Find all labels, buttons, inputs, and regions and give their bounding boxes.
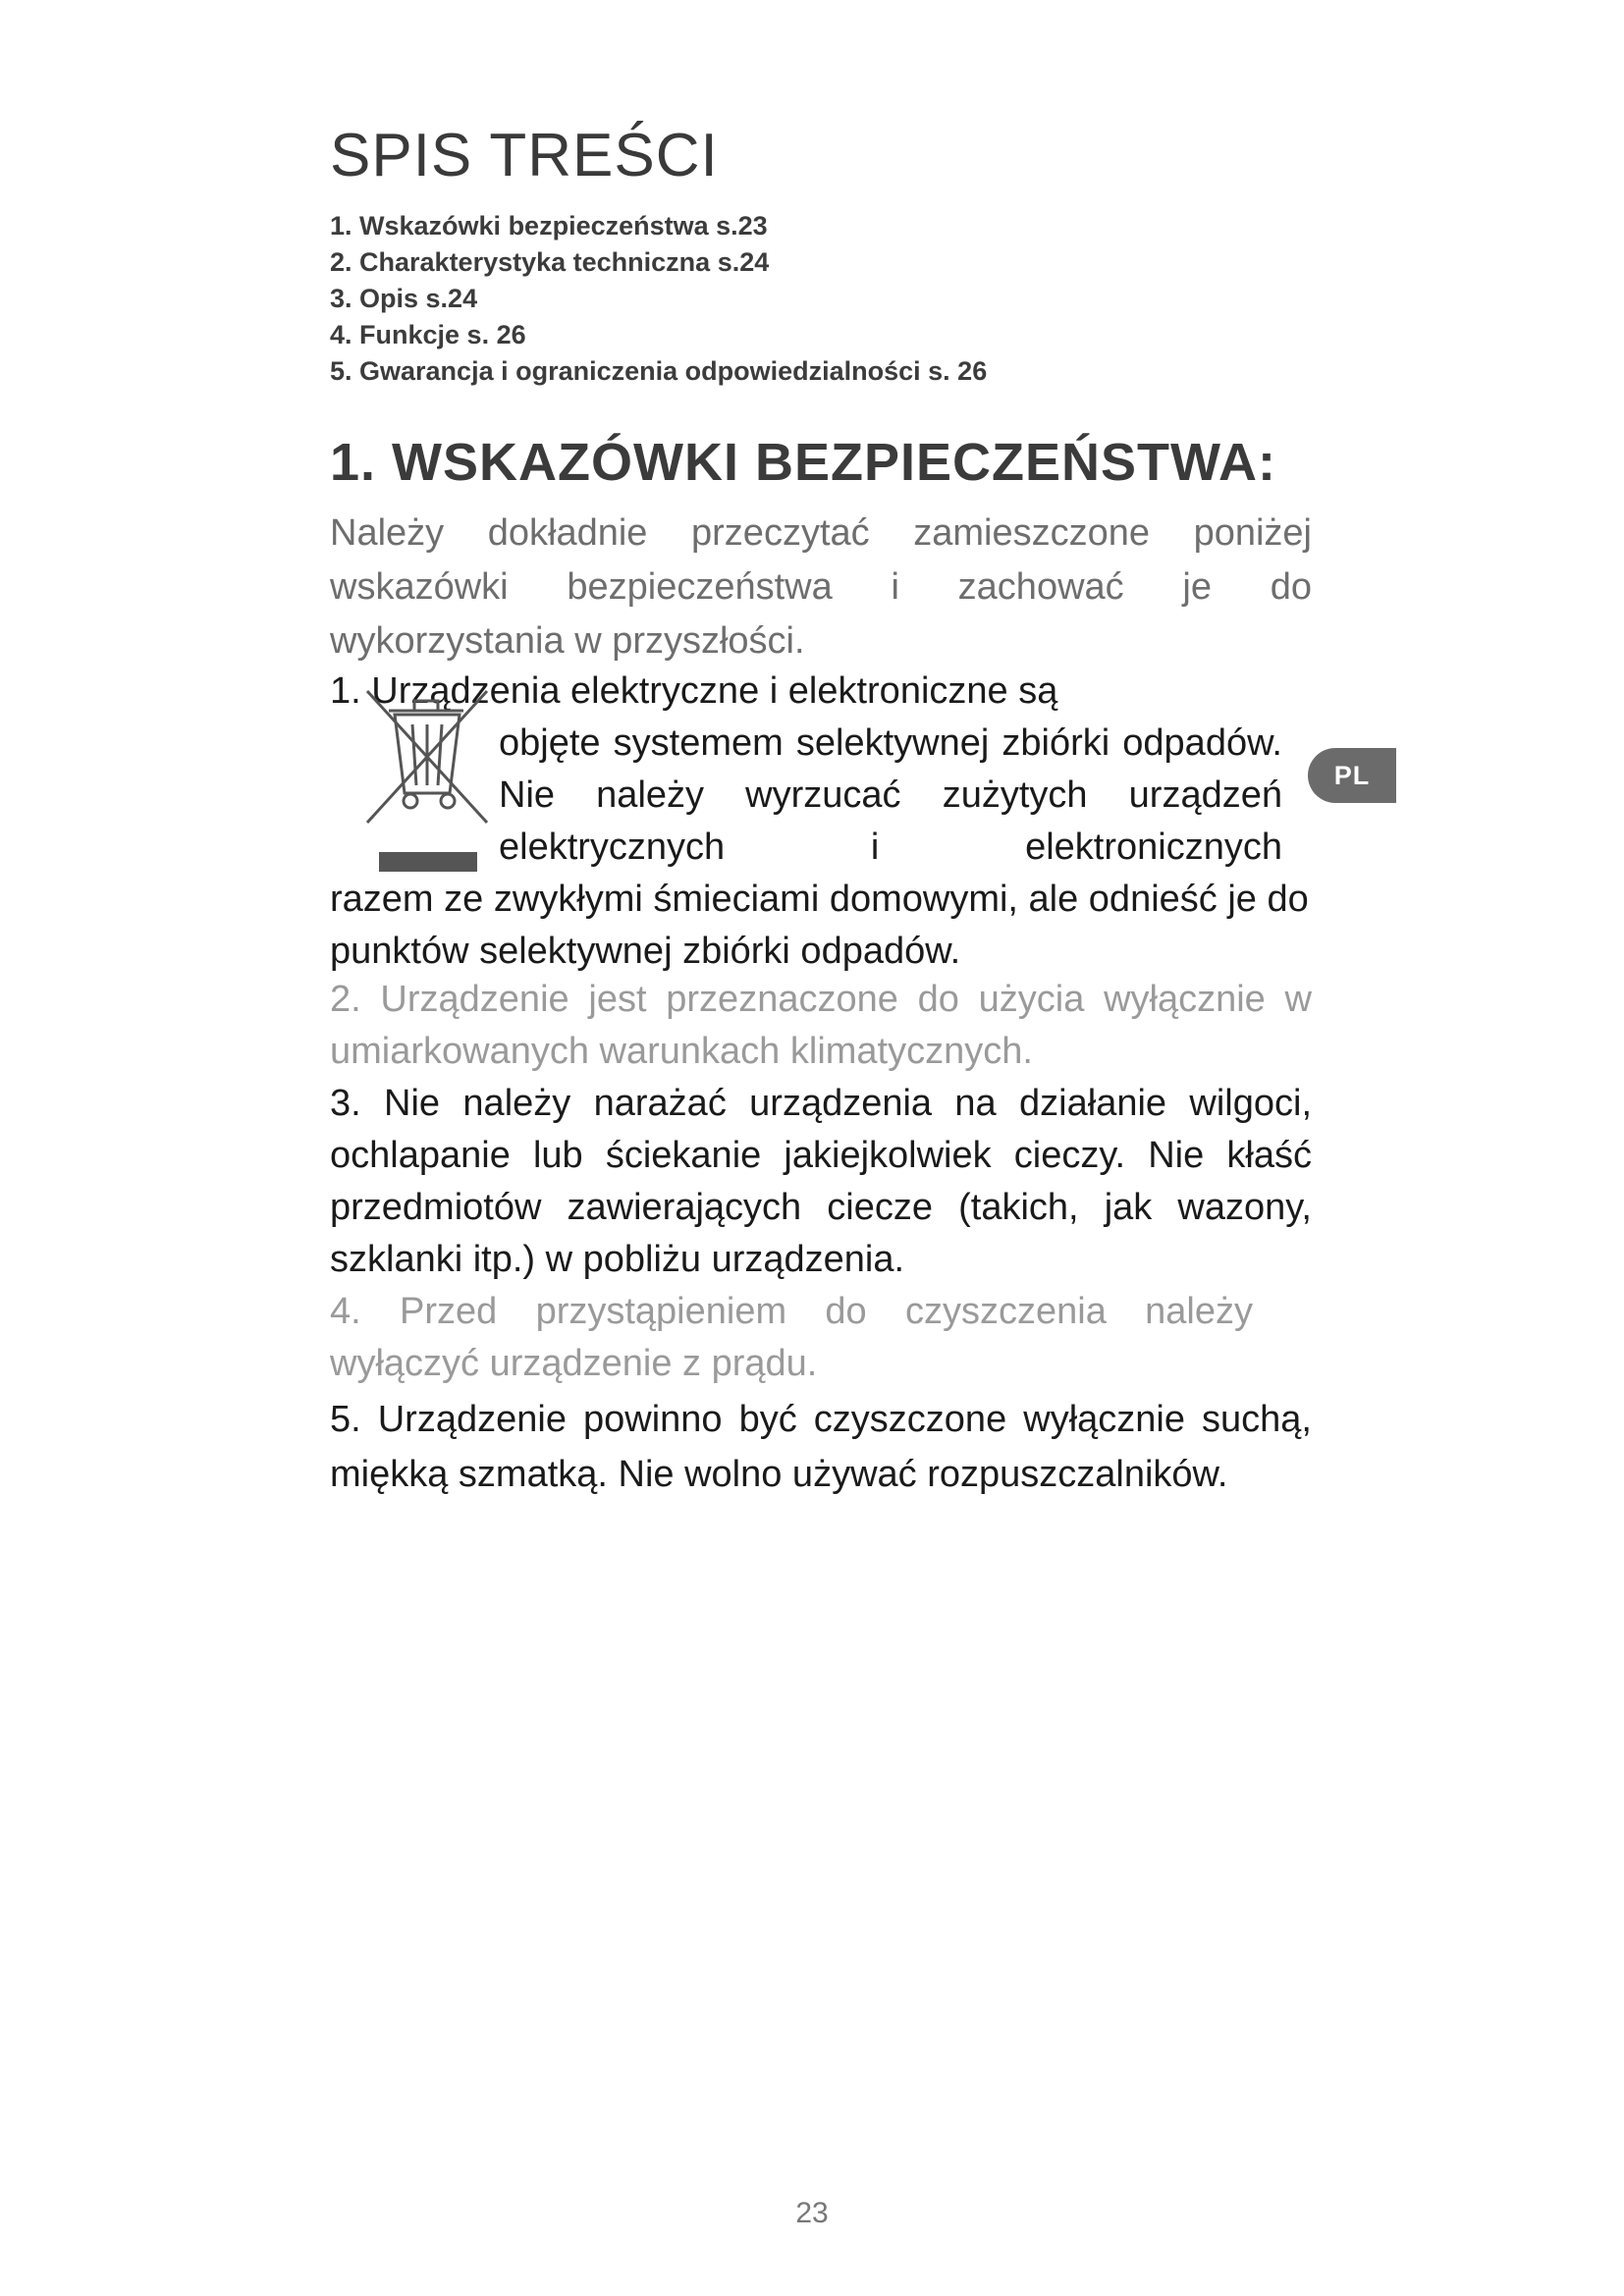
safety-item-1-first-line: 1. Urządzenia elektryczne i elektroniczne są: [330, 670, 1058, 712]
safety-item-1-wrapped-text: objęte systemem selektywnej zbiórki odpadów. Nie należy wyrzucać zużytych urządzeń elektrycznych i elektronicznych: [499, 722, 1282, 868]
intro-paragraph: Należy dokładnie przeczytać zamieszczone poniżej wskazówki bezpieczeństwa i zachować je do wykorzystania w przyszłości.: [330, 512, 1312, 662]
safety-item-3: 3. Nie należy narażać urządzenia na działanie wilgoci, ochlapanie lub ściekanie jakiejkolwiek cieczy. Nie kłaść przedmiotów zawierających ciecze (takich, jak wazony, szklanki itp.) w pobliżu urządzenia.: [330, 1083, 1312, 1280]
page-number: 23: [795, 2197, 829, 2229]
safety-item-1-continued-text: razem ze zwykłymi śmieciami domowymi, ale odnieść je do punktów selektywnej zbiórki odpadów.: [330, 879, 1309, 972]
safety-item-5: 5. Urządzenie powinno być czyszczone wyłącznie suchą, miękką szmatką. Nie wolno używać rozpuszczalników.: [330, 1399, 1312, 1495]
toc-title: SPIS TREŚCI: [330, 122, 719, 189]
section-title: 1. WSKAZÓWKI BEZPIECZEŃSTWA:: [330, 433, 1276, 492]
toc-item: 1. Wskazówki bezpieczeństwa s.23: [330, 211, 768, 240]
toc-list: [330, 208, 987, 390]
safety-item-2: 2. Urządzenie jest przeznaczone do użycia wyłącznie w umiarkowanych warunkach klimatycznych.: [330, 979, 1312, 1072]
language-badge: PL: [1308, 748, 1396, 803]
crossed-bin-weee-icon: [353, 677, 501, 874]
toc-item: 2. Charakterystyka techniczna s.24: [330, 247, 770, 277]
safety-item-4: 4. Przed przystąpieniem do czyszczenia należy wyłączyć urządzenie z prądu.: [330, 1291, 1253, 1384]
toc-item: 5. Gwarancja i ograniczenia odpowiedzialności s. 26: [330, 356, 988, 386]
toc-item: 3. Opis s.24: [330, 284, 478, 313]
toc-item: 4. Funkcje s. 26: [330, 320, 526, 349]
